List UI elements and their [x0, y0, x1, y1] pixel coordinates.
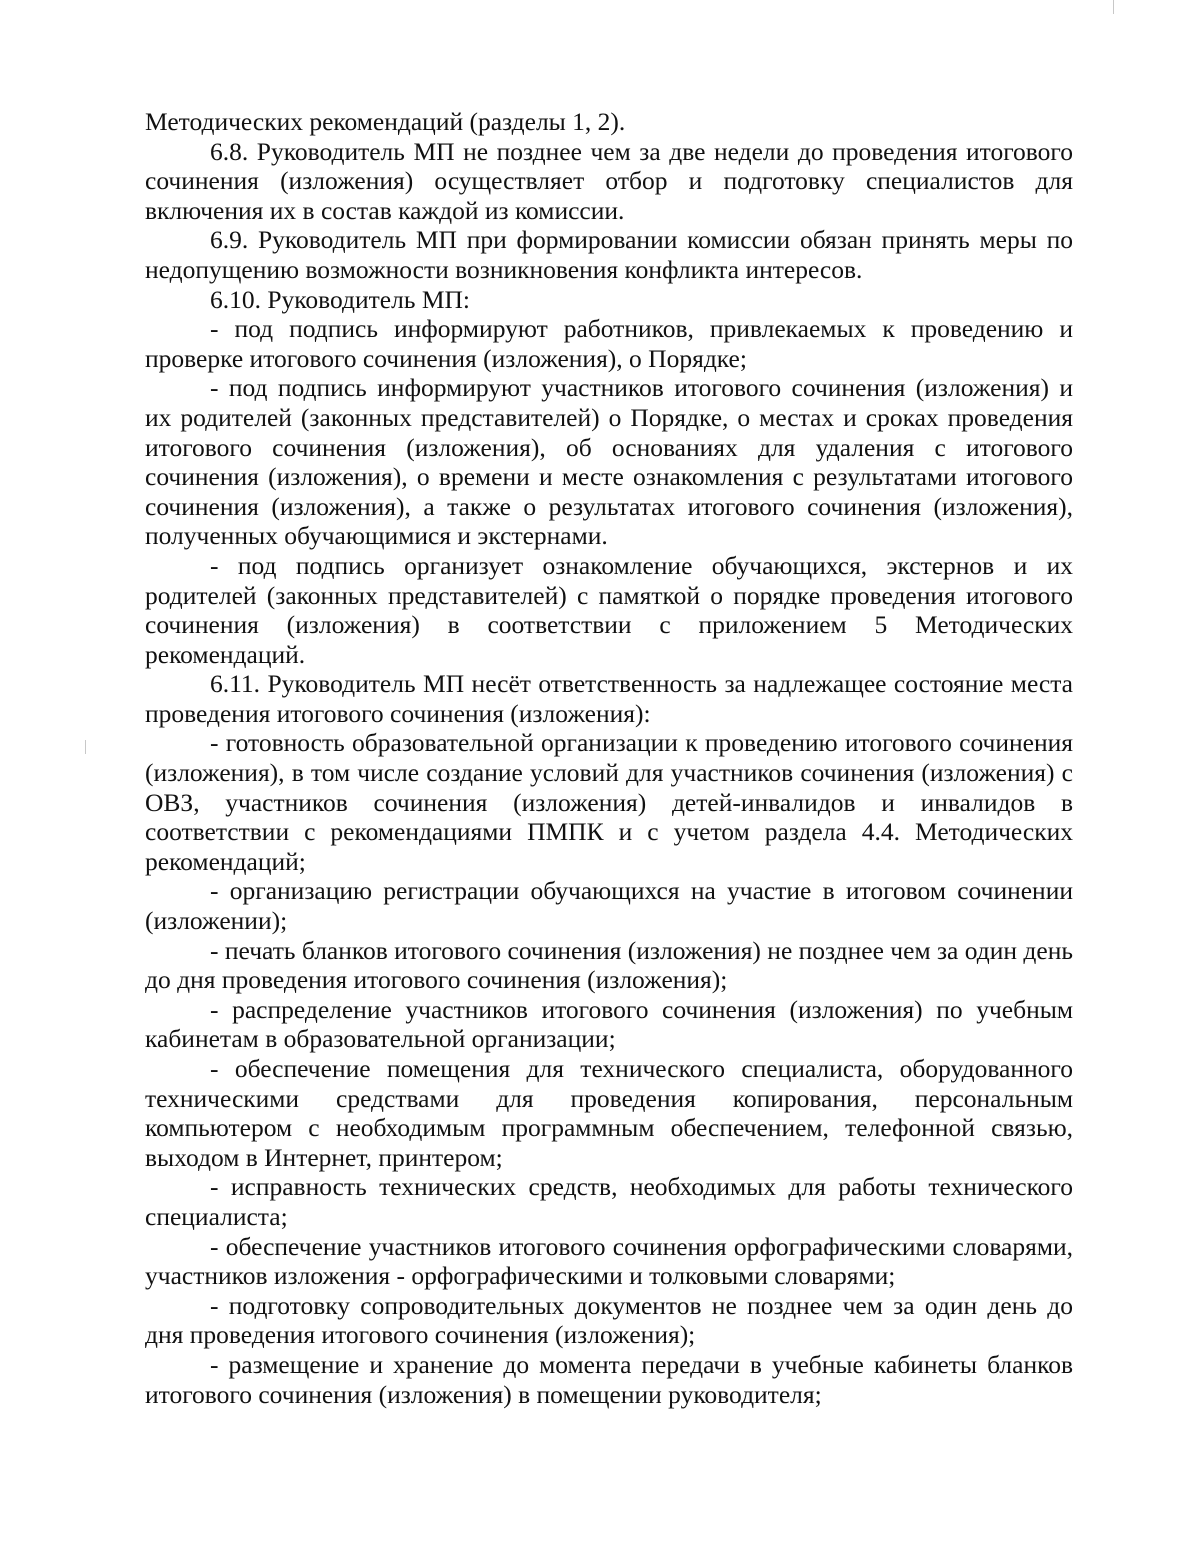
paragraph: 6.10. Руководитель МП: [210, 284, 471, 314]
list-item: - готовность образовательной организации к проведению итогового сочинения (изложения), в том числе создание условий для участников сочинения (изложения) с ОВЗ, участников сочинения (изложения) детей-инвалидов и инвалидов в соответствии с рекомендациями ПМПК и с учетом раздела 4.4. Методических рекомендаций; [145, 728, 1073, 876]
list-item: - обеспечение участников итогового сочинения орфографическими словарями, участников изложения - орфографическими и толковыми словарями; [145, 1231, 1073, 1291]
list-item: - подготовку сопроводительных документов не позднее чем за один день до дня проведения итогового сочинения (изложения); [145, 1290, 1073, 1350]
scan-mark [85, 740, 86, 754]
list-item: - организацию регистрации обучающихся на участие в итоговом сочинении (изложении); [145, 876, 1073, 936]
document-page [145, 107, 1073, 1409]
list-item: - под подпись информируют работников, привлекаемых к проведению и проверке итогового сочинения (изложения), о Порядке; [145, 314, 1073, 373]
list-item: - печать бланков итогового сочинения (изложения) не позднее чем за один день до дня проведения итогового сочинения (изложения); [145, 935, 1073, 995]
list-item: - исправность технических средств, необходимых для работы технического специалиста; [145, 1172, 1073, 1231]
list-item: - под подпись организует ознакомление обучающихся, экстернов и их родителей (законных представителей) с памяткой о порядке проведения итогового сочинения (изложения) в соответствии с приложением 5 Методических рекомендаций. [145, 550, 1073, 669]
list-item: - распределение участников итогового сочинения (изложения) по учебным кабинетам в образовательной организации; [145, 994, 1073, 1054]
paragraph: 6.9. Руководитель МП при формировании комиссии обязан принять меры по недопущению возможности возникновения конфликта интересов. [145, 225, 1073, 284]
paragraph: 6.8. Руководитель МП не позднее чем за две недели до проведения итогового сочинения (изложения) осуществляет отбор и подготовку специалистов для включения их в состав каждой из комиссии. [145, 136, 1073, 225]
paragraph: 6.11. Руководитель МП несёт ответственность за надлежащее состояние места проведения итогового сочинения (изложения): [145, 669, 1073, 728]
list-item: - под подпись информируют участников итогового сочинения (изложения) и их родителей (законных представителей) о Порядке, о местах и сроках проведения итогового сочинения (изложения), об основаниях для удаления с итогового сочинения (изложения), о времени и месте ознакомления с результатами итогового сочинения (изложения), а также о результатах итогового сочинения (изложения), полученных обучающимися и экстернами. [145, 373, 1073, 551]
list-item: - размещение и хранение до момента передачи в учебные кабинеты бланков итогового сочинения (изложения) в помещении руководителя; [145, 1349, 1073, 1409]
list-item: - обеспечение помещения для технического специалиста, оборудованного техническими средствами для проведения копирования, персональным компьютером с необходимым программным обеспечением, телефонной связью, выходом в Интернет, принтером; [145, 1054, 1073, 1172]
scan-mark [1113, 0, 1114, 14]
paragraph: Методических рекомендаций (разделы 1, 2). [145, 107, 626, 136]
